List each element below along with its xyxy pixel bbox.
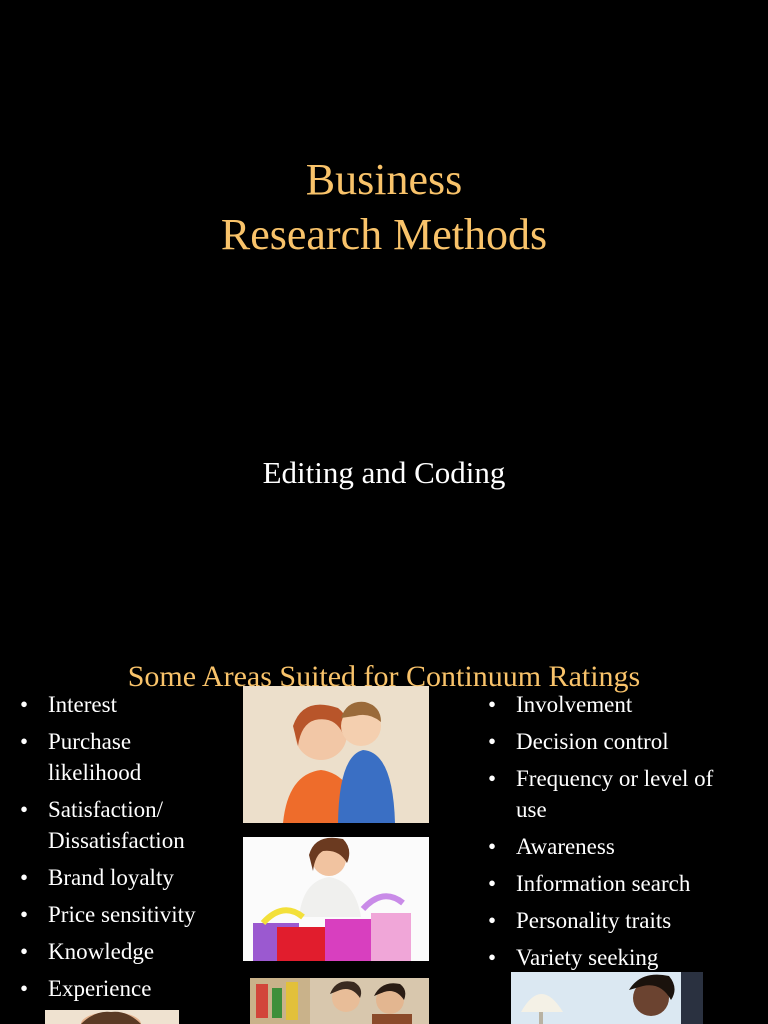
bullet-icon: • <box>488 834 497 859</box>
photo-woman-reading <box>511 972 703 1024</box>
bullet-icon: • <box>20 797 29 822</box>
bullet-icon: • <box>20 865 29 890</box>
photo-people-in-store <box>250 978 429 1024</box>
left-list-item-text: Interest <box>48 692 117 717</box>
slide-2-heading: Some Areas Suited for Continuum Ratings <box>127 660 641 693</box>
left-list-item <box>16 862 226 893</box>
right-list-item-text: Frequency or level of <box>516 766 714 791</box>
left-list-item-text: Satisfaction/ <box>48 797 163 822</box>
right-list-item <box>484 726 754 757</box>
bullet-icon: • <box>488 692 497 717</box>
bullet-icon: • <box>20 902 29 927</box>
left-list-item <box>16 726 226 788</box>
bullet-icon: • <box>488 945 497 970</box>
left-list-item <box>16 794 226 856</box>
left-list-item <box>16 936 226 967</box>
bullet-icon: • <box>20 692 29 717</box>
left-list-item <box>16 973 226 1004</box>
left-list-item-text: Purchase <box>48 729 132 754</box>
slide-subtitle: Editing and Coding <box>262 455 506 490</box>
right-list-item-text: use <box>516 797 547 822</box>
right-list-item-text: Personality traits <box>516 908 672 933</box>
left-list-item-text: Dissatisfaction <box>48 828 185 853</box>
bullet-icon: • <box>20 976 29 1001</box>
right-list-item <box>484 905 754 936</box>
left-bullet-list <box>16 689 226 1010</box>
bullet-icon: • <box>20 729 29 754</box>
right-bullet-list <box>484 689 754 979</box>
right-list-item-text: Involvement <box>516 692 633 717</box>
right-list-item <box>484 831 754 862</box>
bullet-icon: • <box>488 766 497 791</box>
right-list-item <box>484 942 754 973</box>
left-list-item-text: Experience <box>48 976 152 1001</box>
title-line-2: Research Methods <box>220 210 548 259</box>
right-list-item <box>484 763 754 825</box>
slide-title <box>0 152 768 262</box>
left-list-item-text: likelihood <box>48 760 142 785</box>
photo-mother-and-child <box>243 686 429 823</box>
right-list-item-text: Variety seeking <box>516 945 659 970</box>
right-list-item-text: Information search <box>516 871 691 896</box>
left-list-item-text: Price sensitivity <box>48 902 196 927</box>
right-list-item <box>484 689 754 720</box>
right-list-item-text: Awareness <box>516 834 615 859</box>
left-list-item <box>16 689 226 720</box>
bullet-icon: • <box>488 729 497 754</box>
bullet-icon: • <box>488 908 497 933</box>
right-list-item <box>484 868 754 899</box>
photo-person-partial <box>45 1010 179 1024</box>
right-list-item-text: Decision control <box>516 729 669 754</box>
left-list-item-text: Knowledge <box>48 939 155 964</box>
bullet-icon: • <box>488 871 497 896</box>
left-list-item <box>16 899 226 930</box>
left-list-item-text: Brand loyalty <box>48 865 174 890</box>
bullet-icon: • <box>20 939 29 964</box>
photo-woman-with-shopping-bags <box>243 837 429 961</box>
title-line-1: Business <box>305 155 463 204</box>
